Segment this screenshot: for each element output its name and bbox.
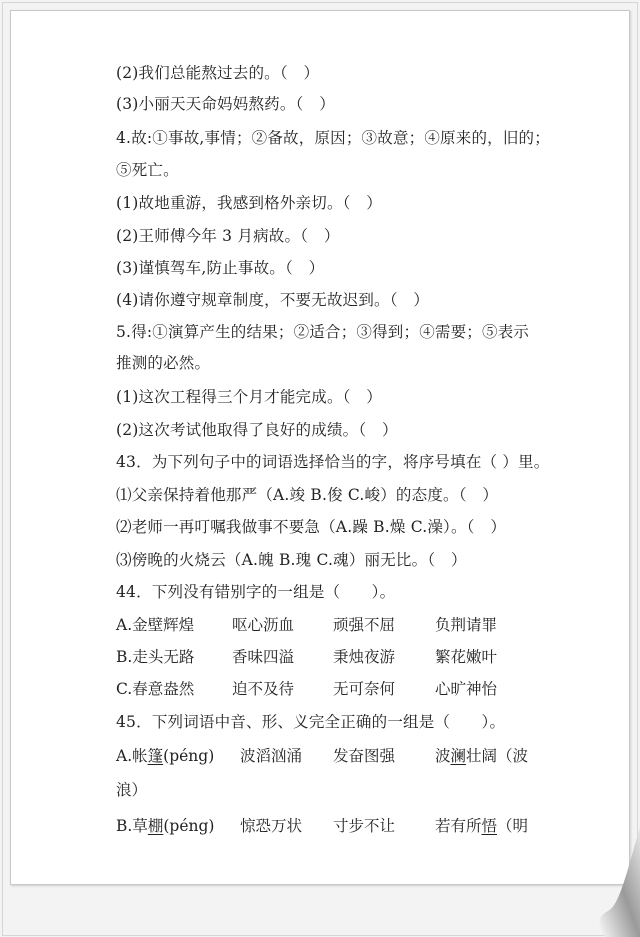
text: 波	[435, 747, 451, 765]
underlined-char: 棚	[147, 817, 164, 835]
pinyin: (péng)	[163, 747, 215, 765]
text-line: ⑶傍晚的火烧云（A.魄 B.瑰 C.魂）丽无比。（ ）	[116, 551, 467, 569]
text-line: (2)这次考试他取得了良好的成绩。（ ）	[116, 421, 398, 439]
option-text: 呕心沥血	[232, 616, 295, 634]
text-line: (1)这次工程得三个月才能完成。（ ）	[116, 388, 383, 406]
text: （明	[497, 817, 529, 835]
underlined-char: 篷	[147, 747, 164, 765]
option-text: 寸步不让	[333, 817, 396, 835]
text-line: (3)谨慎驾车,防止事故。（ ）	[116, 259, 325, 277]
option-text: 发奋图强	[333, 747, 396, 765]
text-line: (2)我们总能熬过去的。（ ）	[116, 64, 320, 82]
text-line: (3)小丽天天命妈妈熬药。（ ）	[116, 95, 335, 113]
text-line: (4)请你遵守规章制度，不要无故迟到。（ ）	[116, 291, 430, 309]
option-text: 无可奈何	[333, 680, 396, 698]
option-text: 秉烛夜游	[333, 648, 396, 666]
option-text	[116, 816, 214, 836]
text-line: ⑵老师一再叮嘱我做事不要急（A.躁 B.燥 C.澡）。（ ）	[116, 518, 507, 536]
text-line: 推测的必然。	[116, 354, 211, 372]
option-text: 顽强不屈	[333, 616, 396, 634]
option-text: 惊恐万状	[240, 817, 303, 835]
option-text: 香味四溢	[232, 648, 295, 666]
text: B.草	[116, 817, 148, 835]
text-line: (2)王师傅今年 3 月病故。（ ）	[116, 227, 340, 245]
question-45-title: 45．下列词语中音、形、义完全正确的一组是（ ）。	[116, 713, 506, 731]
option-text: C.春意盎然	[116, 680, 195, 698]
option-text: A.金壁辉煌	[116, 616, 195, 634]
option-text: B.走头无路	[116, 648, 195, 666]
page-curl-icon	[596, 827, 640, 937]
question-44-title: 44．下列没有错别字的一组是（ ）。	[116, 583, 396, 601]
option-text: 浪）	[116, 781, 148, 799]
option-text: 波滔汹涌	[240, 747, 303, 765]
text-line: ⑤死亡。	[116, 161, 179, 179]
option-text: 心旷神怡	[435, 680, 498, 698]
option-text	[116, 746, 214, 766]
option-text	[435, 816, 528, 836]
text-line: ⑴父亲保持着他那严（A.竣 B.俊 C.峻）的态度。（ ）	[116, 486, 499, 504]
option-text: 繁花嫩叶	[435, 648, 498, 666]
underlined-char: 澜	[450, 747, 467, 765]
pinyin: (péng)	[163, 817, 215, 835]
option-text: 负荆请罪	[435, 616, 498, 634]
text-line: 4.故:①事故,事情；②备故，原因；③故意；④原来的，旧的；	[116, 129, 550, 147]
text-line: 5.得:①演算产生的结果；②适合；③得到；④需要；⑤表示	[116, 323, 530, 341]
option-text: 迫不及待	[232, 680, 295, 698]
text: A.帐	[116, 747, 148, 765]
text: 若有所	[435, 817, 482, 835]
text: 壮阔（波	[466, 747, 529, 765]
question-43-title: 43．为下列句子中的词语选择恰当的字，将序号填在（ ）里。	[116, 453, 550, 471]
option-text	[435, 746, 528, 766]
underlined-char: 悟	[481, 817, 498, 835]
text-line: (1)故地重游，我感到格外亲切。（ ）	[116, 194, 383, 212]
